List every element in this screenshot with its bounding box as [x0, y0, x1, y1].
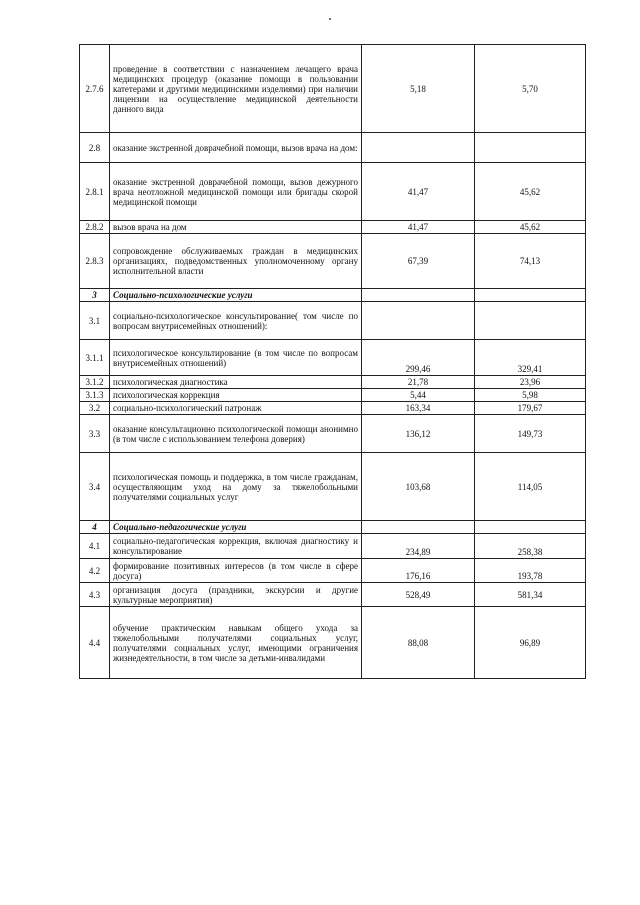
tariff-table	[79, 44, 586, 679]
table-row	[80, 163, 586, 221]
price-value-1: 5,44	[362, 389, 475, 402]
table-row	[80, 133, 586, 163]
price-value-2	[475, 289, 586, 302]
price-value-2: 193,78	[475, 559, 586, 583]
table-row	[80, 234, 586, 289]
price-value-1: 88,08	[362, 607, 475, 679]
row-number: 3.1.1	[80, 340, 110, 376]
price-value-1: 67,39	[362, 234, 475, 289]
row-number: 2.8.1	[80, 163, 110, 221]
row-number: 3.2	[80, 402, 110, 415]
service-description: социально-психологическое консультирование( том числе по вопросам внутрисемейных отношений):	[110, 302, 362, 340]
row-number: 3.4	[80, 453, 110, 521]
table-row	[80, 340, 586, 376]
price-value-1: 234,89	[362, 534, 475, 559]
service-description: психологическое консультирование (в том числе по вопросам внутрисемейных отношений)	[110, 340, 362, 376]
price-value-2: 179,67	[475, 402, 586, 415]
row-number: 4.1	[80, 534, 110, 559]
row-number: 3.1.2	[80, 376, 110, 389]
price-value-1: 176,16	[362, 559, 475, 583]
price-value-1: 5,18	[362, 45, 475, 133]
table-row	[80, 302, 586, 340]
price-value-2: 45,62	[475, 163, 586, 221]
service-description: проведение в соответствии с назначением лечащего врача медицинских процедур (оказание помощи в пользовании катетерами и другими медицинскими изделиями) при наличии лицензии на осуществление медицинской деятельности данного вида	[110, 45, 362, 133]
price-value-2: 258,38	[475, 534, 586, 559]
service-description: психологическая помощь и поддержка, в том числе гражданам, осуществляющим уход на дому за тяжелобольными получателями социальных услуг	[110, 453, 362, 521]
row-number: 2.7.6	[80, 45, 110, 133]
price-value-1: 41,47	[362, 221, 475, 234]
table-row	[80, 45, 586, 133]
row-number: 2.8.3	[80, 234, 110, 289]
price-value-1	[362, 302, 475, 340]
row-number: 4.4	[80, 607, 110, 679]
row-number: 4.3	[80, 583, 110, 607]
price-value-1: 21,78	[362, 376, 475, 389]
price-value-1	[362, 289, 475, 302]
price-value-2: 5,70	[475, 45, 586, 133]
service-description: социально-педагогическая коррекция, включая диагностику и консультирование	[110, 534, 362, 559]
service-description: организация досуга (праздники, экскурсии и другие культурные мероприятия)	[110, 583, 362, 607]
price-value-1: 163,34	[362, 402, 475, 415]
table-row	[80, 376, 586, 389]
price-value-2	[475, 133, 586, 163]
price-value-2	[475, 521, 586, 534]
section-number: 3	[80, 289, 110, 302]
price-value-2: 114,05	[475, 453, 586, 521]
section-header-row	[80, 289, 586, 302]
price-value-1	[362, 133, 475, 163]
table-row	[80, 559, 586, 583]
price-value-2: 5,98	[475, 389, 586, 402]
row-number: 3.1	[80, 302, 110, 340]
price-value-2: 329,41	[475, 340, 586, 376]
table-row	[80, 389, 586, 402]
service-description: формирование позитивных интересов (в том числе в сфере досуга)	[110, 559, 362, 583]
price-value-1: 103,68	[362, 453, 475, 521]
service-description: психологическая коррекция	[110, 389, 362, 402]
row-number: 2.8	[80, 133, 110, 163]
price-value-1: 41,47	[362, 163, 475, 221]
price-value-2: 149,73	[475, 415, 586, 453]
row-number: 3.1.3	[80, 389, 110, 402]
price-value-2: 581,34	[475, 583, 586, 607]
section-title: Социально-психологические услуги	[110, 289, 362, 302]
service-description: сопровождение обслуживаемых граждан в медицинских организациях, подведомственных уполномоченному органу исполнительной власти	[110, 234, 362, 289]
price-value-1	[362, 521, 475, 534]
service-description: оказание экстренной доврачебной помощи, вызов врача на дом:	[110, 133, 362, 163]
table-row	[80, 402, 586, 415]
service-description: социально-психологический патронаж	[110, 402, 362, 415]
row-number: 2.8.2	[80, 221, 110, 234]
price-value-2: 74,13	[475, 234, 586, 289]
table-row	[80, 583, 586, 607]
row-number: 4.2	[80, 559, 110, 583]
table-row	[80, 415, 586, 453]
scan-mark	[329, 18, 331, 20]
section-title: Социально-педагогические услуги	[110, 521, 362, 534]
table-row	[80, 221, 586, 234]
price-value-1: 528,49	[362, 583, 475, 607]
section-header-row	[80, 521, 586, 534]
table-row	[80, 607, 586, 679]
price-value-1: 136,12	[362, 415, 475, 453]
table-row	[80, 534, 586, 559]
table-row	[80, 453, 586, 521]
service-description: психологическая диагностика	[110, 376, 362, 389]
service-description: обучение практическим навыкам общего ухода за тяжелобольными получателями социальных услуг, получателями социальных услуг, имеющими ограничения жизнедеятельности, в том числе за детьми-инвалидами	[110, 607, 362, 679]
row-number: 3.3	[80, 415, 110, 453]
price-value-2: 45,62	[475, 221, 586, 234]
section-number: 4	[80, 521, 110, 534]
price-value-2	[475, 302, 586, 340]
price-value-1: 299,46	[362, 340, 475, 376]
price-value-2: 96,89	[475, 607, 586, 679]
service-description: оказание консультационно психологической помощи анонимно (в том числе с использованием телефона доверия)	[110, 415, 362, 453]
service-description: вызов врача на дом	[110, 221, 362, 234]
price-value-2: 23,96	[475, 376, 586, 389]
service-description: оказание экстренной доврачебной помощи, вызов дежурного врача неотложной медицинской помощи или бригады скорой медицинской помощи	[110, 163, 362, 221]
